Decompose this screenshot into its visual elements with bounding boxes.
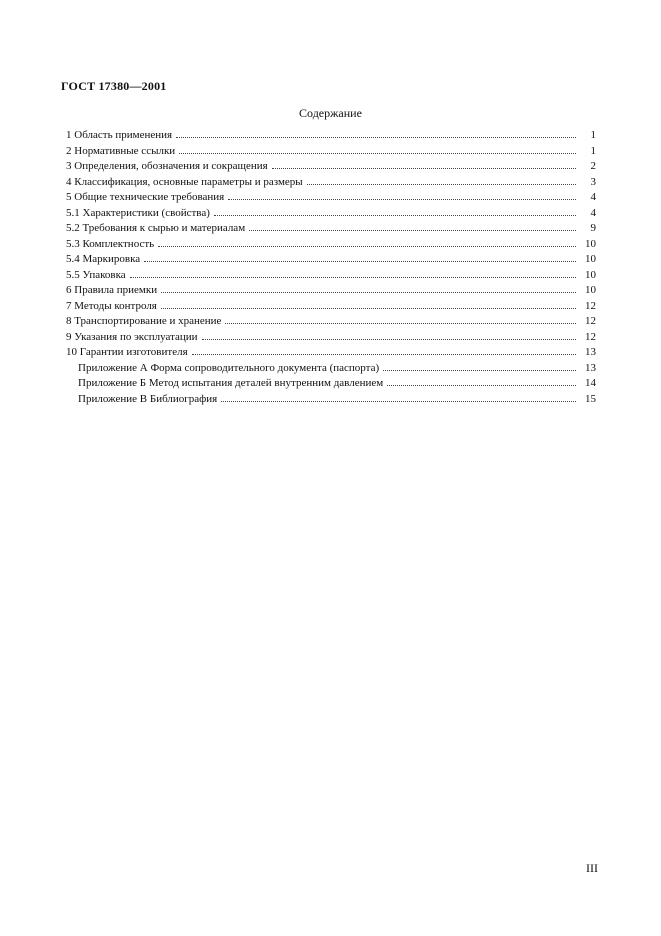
toc-leader <box>387 375 576 386</box>
toc-entry-label: 5.3 Комплектность <box>66 237 155 250</box>
toc-entry-label: 6 Правила приемки <box>66 284 158 296</box>
toc-leader <box>214 205 576 216</box>
toc-entry-label: 8 Транспортирование и хранение <box>66 315 222 327</box>
toc-entry-page: 2 <box>590 160 596 172</box>
toc-entry-page: 13 <box>585 361 596 374</box>
toc-entry-label: 5.2 Требования к сырью и материалам <box>66 222 246 234</box>
toc-leader <box>144 251 576 262</box>
toc-leader <box>192 344 576 355</box>
toc-leader <box>272 158 576 169</box>
toc-entry-page: 12 <box>585 299 596 312</box>
toc-entry-page: 3 <box>590 175 596 188</box>
toc-entry-label: 10 Гарантии изготовителя <box>66 346 188 358</box>
toc-entry[interactable] <box>66 174 596 190</box>
toc-leader <box>307 174 576 185</box>
toc-entry-page: 12 <box>585 330 596 343</box>
toc-leader <box>221 391 576 402</box>
toc-leader <box>383 360 576 371</box>
toc-entry-label: 5 Общие технические требования <box>66 191 225 203</box>
toc-leader <box>249 220 576 231</box>
toc-leader <box>202 329 576 340</box>
toc-leader <box>179 143 576 154</box>
toc-entry-page: 10 <box>585 268 596 281</box>
toc-entry-label: 7 Методы контроля <box>66 299 157 312</box>
toc-entry-label: 5.5 Упаковка <box>66 268 126 281</box>
toc-leader <box>228 189 576 200</box>
toc-entry-appendix[interactable] <box>66 375 596 391</box>
toc-entry-label: Приложение Б Метод испытания деталей внутренним давлением <box>78 377 384 389</box>
toc-entry-page: 9 <box>590 222 596 234</box>
page-number: III <box>586 861 598 875</box>
toc-leader <box>161 298 576 309</box>
toc-entry-page: 4 <box>590 191 596 203</box>
toc-entry-label: 5.4 Маркировка <box>66 253 141 265</box>
toc-entry-page: 14 <box>585 377 596 389</box>
toc-entry-label: Приложение В Библиография <box>78 392 218 405</box>
toc-entry-page: 15 <box>585 392 596 405</box>
toc-entry[interactable] <box>66 282 596 298</box>
toc-entry[interactable] <box>66 189 596 205</box>
toc-entry-label: 9 Указания по эксплуатации <box>66 330 198 343</box>
toc-entry[interactable] <box>66 298 596 314</box>
toc-entry-label: 5.1 Характеристики (свойства) <box>66 206 210 219</box>
toc-entry[interactable] <box>66 158 596 174</box>
toc-entry-page: 12 <box>585 315 596 327</box>
toc-leader <box>176 127 576 138</box>
toc-title: Содержание <box>299 106 362 120</box>
toc-entry[interactable] <box>66 220 596 236</box>
toc-leader <box>158 236 576 247</box>
toc-entry[interactable] <box>66 143 596 159</box>
toc-entry[interactable] <box>66 205 596 221</box>
toc-entry[interactable] <box>66 251 596 267</box>
toc-entry-appendix[interactable] <box>66 360 596 376</box>
toc-entry-label: 3 Определения, обозначения и сокращения <box>66 160 268 172</box>
toc-entry-page: 10 <box>585 284 596 296</box>
toc-entry-label: 1 Область применения <box>66 129 173 141</box>
toc-entry-label: 4 Классификация, основные параметры и размеры <box>66 175 303 188</box>
toc-entry-page: 4 <box>590 206 596 219</box>
toc-leader <box>225 313 576 324</box>
toc-entry[interactable] <box>66 127 596 143</box>
toc-entry-label: 2 Нормативные ссылки <box>66 144 176 157</box>
toc-leader <box>161 282 576 293</box>
toc-entry[interactable] <box>66 267 596 283</box>
toc-entry[interactable] <box>66 313 596 329</box>
toc-entry-page: 10 <box>585 253 596 265</box>
toc-entry[interactable] <box>66 329 596 345</box>
toc-entry-page: 13 <box>585 346 596 358</box>
toc-entry-label: Приложение А Форма сопроводительного документа (паспорта) <box>78 361 380 374</box>
toc-entry-appendix[interactable] <box>66 391 596 407</box>
table-of-contents <box>66 127 596 406</box>
toc-entry-page: 10 <box>585 237 596 250</box>
document-header: ГОСТ 17380—2001 <box>61 79 167 93</box>
toc-entry-page: 1 <box>590 144 596 157</box>
toc-entry[interactable] <box>66 236 596 252</box>
toc-entry-page: 1 <box>590 129 596 141</box>
toc-leader <box>130 267 576 278</box>
toc-entry[interactable] <box>66 344 596 360</box>
